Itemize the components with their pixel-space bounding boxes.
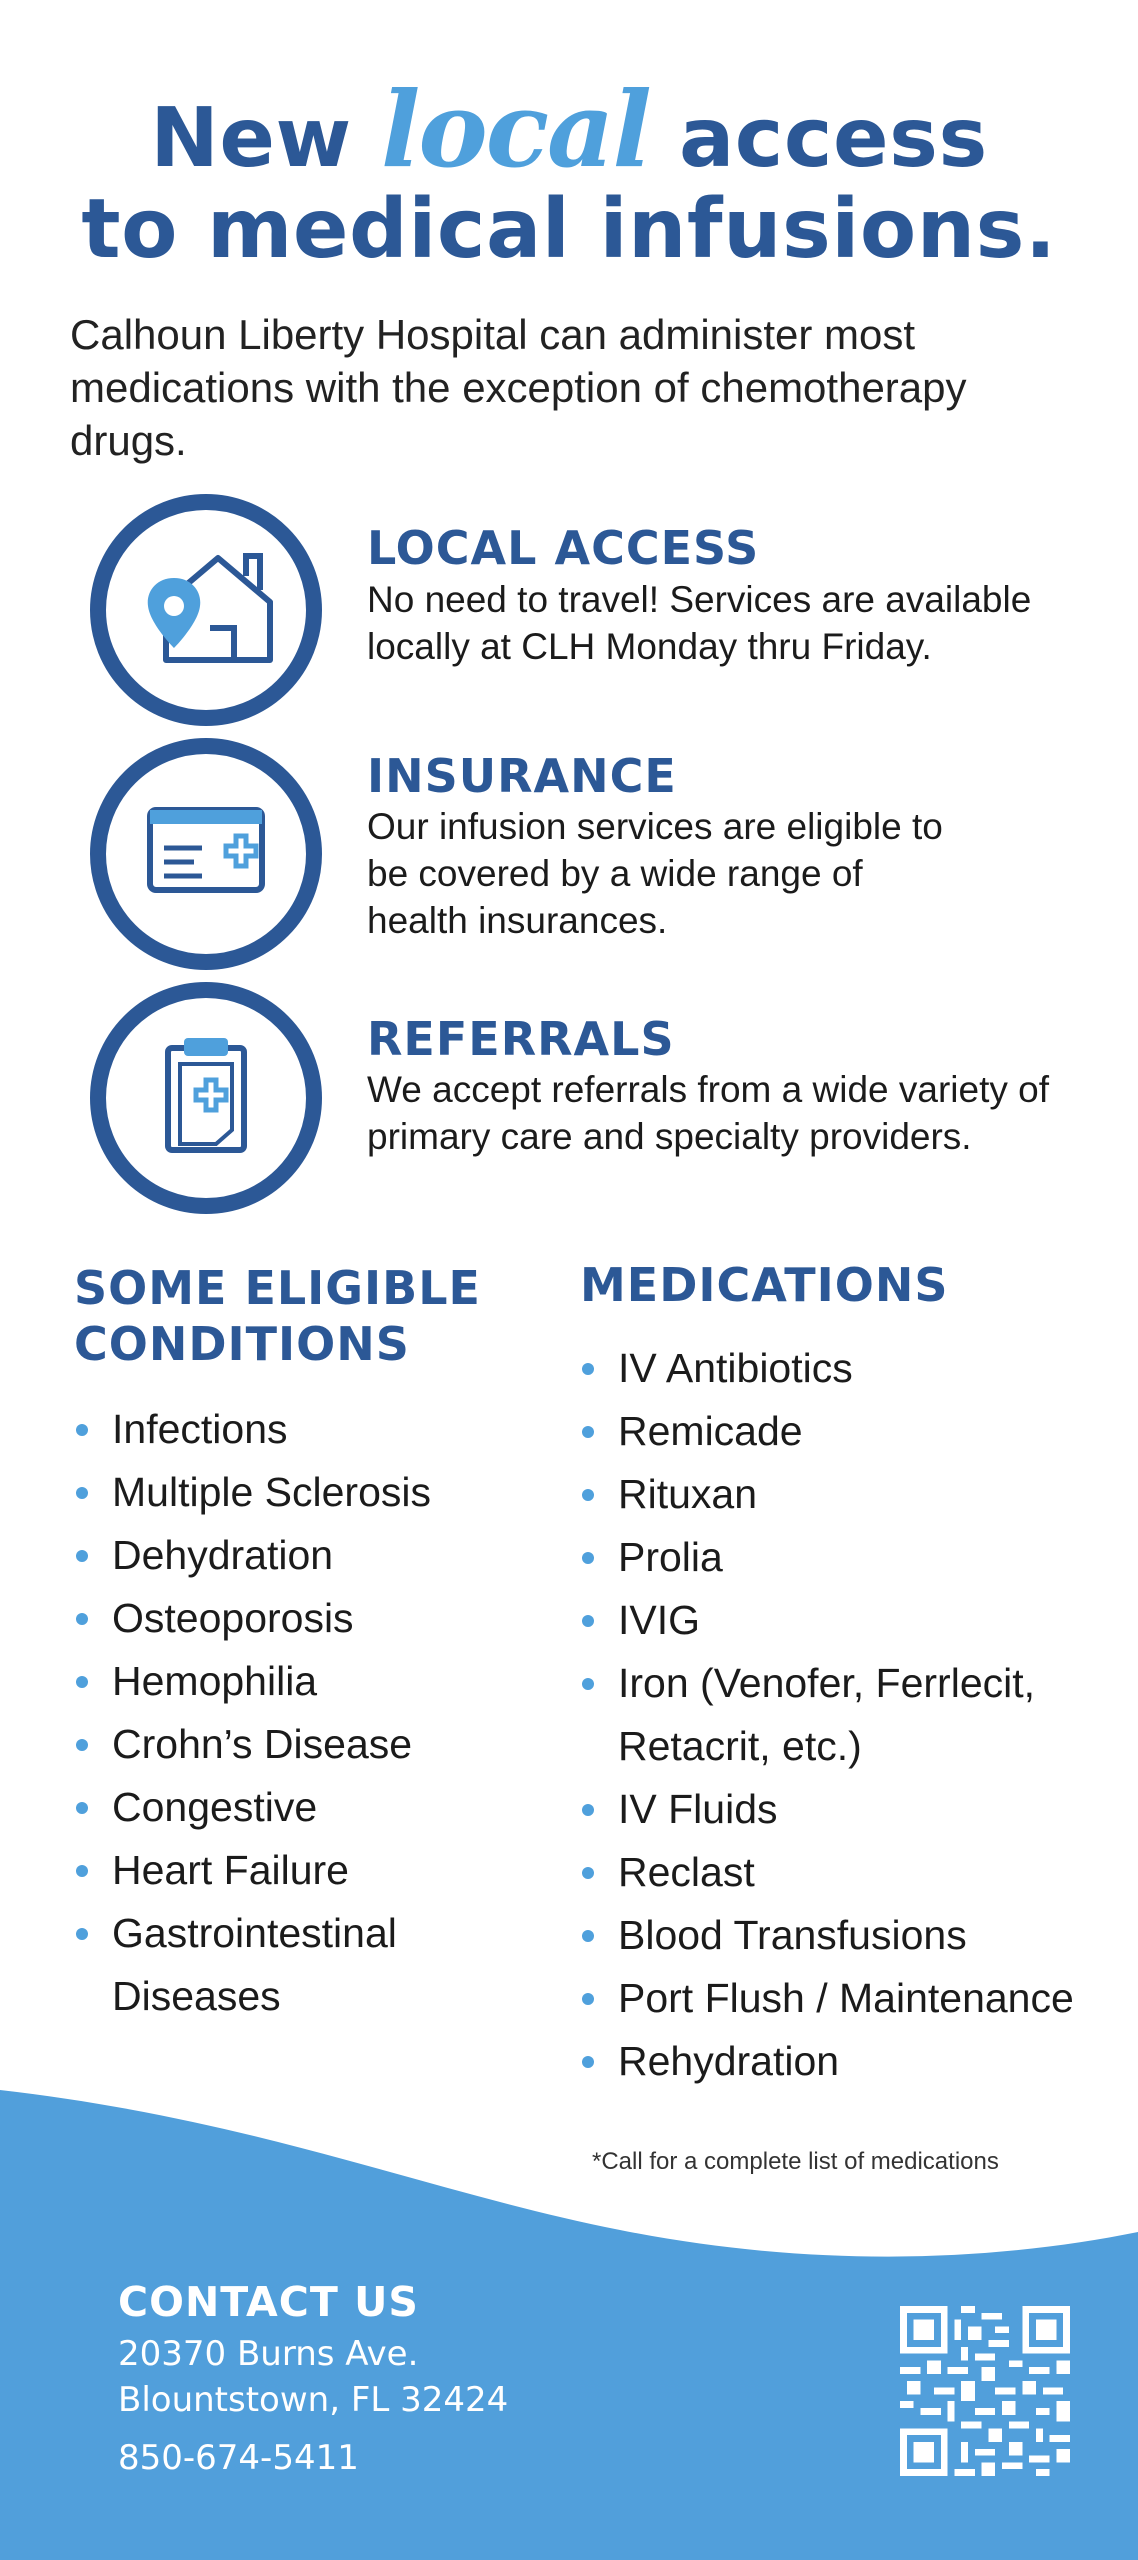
headline-word-new: New [150,91,352,186]
headline-line-1 [0,68,1138,191]
bullet-dot [76,1928,88,1940]
bullet-dot [76,1424,88,1436]
list-item: IV Antibiotics [580,1337,1100,1400]
bullet-dot [582,1804,594,1816]
bullet-dot [582,1426,594,1438]
list-item: Prolia [580,1526,1100,1589]
contact-phone: 850-674-5411 [118,2438,359,2478]
contact-address-line-2: Blountstown, FL 32424 [118,2380,509,2420]
list-item: Osteoporosis [74,1587,514,1650]
feature-title-local-access: LOCAL ACCESS [367,521,760,575]
bullet-dot [582,1552,594,1564]
bullet-dot [582,1930,594,1942]
conditions-list [74,1398,514,2028]
contact-address-line-1: 20370 Burns Ave. [118,2334,419,2374]
list-item: Multiple Sclerosis [74,1461,514,1524]
medications-heading: MEDICATIONS [580,1258,949,1312]
list-item: Rituxan [580,1463,1100,1526]
list-item: Port Flush / Maintenance [580,1967,1100,2030]
feature-text-referrals: We accept referrals from a wide variety of primary care and specialty providers. [367,1069,1050,1157]
clipboard-referral-icon [90,982,322,1214]
bullet-dot [582,1489,594,1501]
list-item: Hemophilia [74,1650,514,1713]
bullet-dot [76,1739,88,1751]
bullet-dot [76,1802,88,1814]
headline-line-2: to medical infusions. [81,182,1057,277]
list-item: Congestive [74,1776,514,1839]
bullet-dot [76,1550,88,1562]
bullet-dot [582,1993,594,2005]
intro-text: Calhoun Liberty Hospital can administer most medications with the exception of chemotherapy drugs. [70,311,967,464]
bullet-dot [582,1363,594,1375]
headline-script-word: local [380,68,650,191]
conditions-heading-line-1: SOME ELIGIBLE [74,1261,481,1315]
contact-title: CONTACT US [118,2278,419,2326]
bullet-dot [76,1613,88,1625]
list-item: Infections [74,1398,514,1461]
list-item: Blood Transfusions [580,1904,1100,1967]
conditions-heading [74,1260,481,1372]
bullet-dot [76,1865,88,1877]
list-item: IVIG [580,1589,1100,1652]
conditions-heading-line-2: CONDITIONS [74,1317,410,1371]
bullet-dot [76,1676,88,1688]
list-item: Remicade [580,1400,1100,1463]
insurance-card-icon [90,738,322,970]
list-item: Rehydration [580,2030,1100,2093]
list-item: Dehydration [74,1524,514,1587]
list-item: Iron (Venofer, Ferrlecit, Retacrit, etc.) [580,1652,1088,1778]
feature-text-insurance: Our infusion services are eligible to be covered by a wide range of health insurances. [367,806,943,941]
medications-footnote: *Call for a complete list of medications [592,2148,999,2175]
house-location-icon [90,494,322,726]
feature-title-referrals: REFERRALS [367,1012,675,1066]
qr-code-icon[interactable] [900,2306,1070,2476]
list-item: IV Fluids [580,1778,1100,1841]
headline-word-access: access [678,91,988,186]
bullet-dot [582,1678,594,1690]
bullet-dot [582,1615,594,1627]
bullet-dot [582,2056,594,2068]
list-item: Crohn’s Disease [74,1713,514,1776]
list-item: Gastrointestinal Diseases [74,1902,442,2028]
list-item: Heart Failure [74,1839,514,1902]
feature-text-local-access: No need to travel! Services are available locally at CLH Monday thru Friday. [367,579,1032,667]
list-item: Reclast [580,1841,1100,1904]
bullet-dot [76,1487,88,1499]
medications-list [580,1337,1100,2093]
bullet-dot [582,1867,594,1879]
feature-title-insurance: INSURANCE [367,749,677,803]
